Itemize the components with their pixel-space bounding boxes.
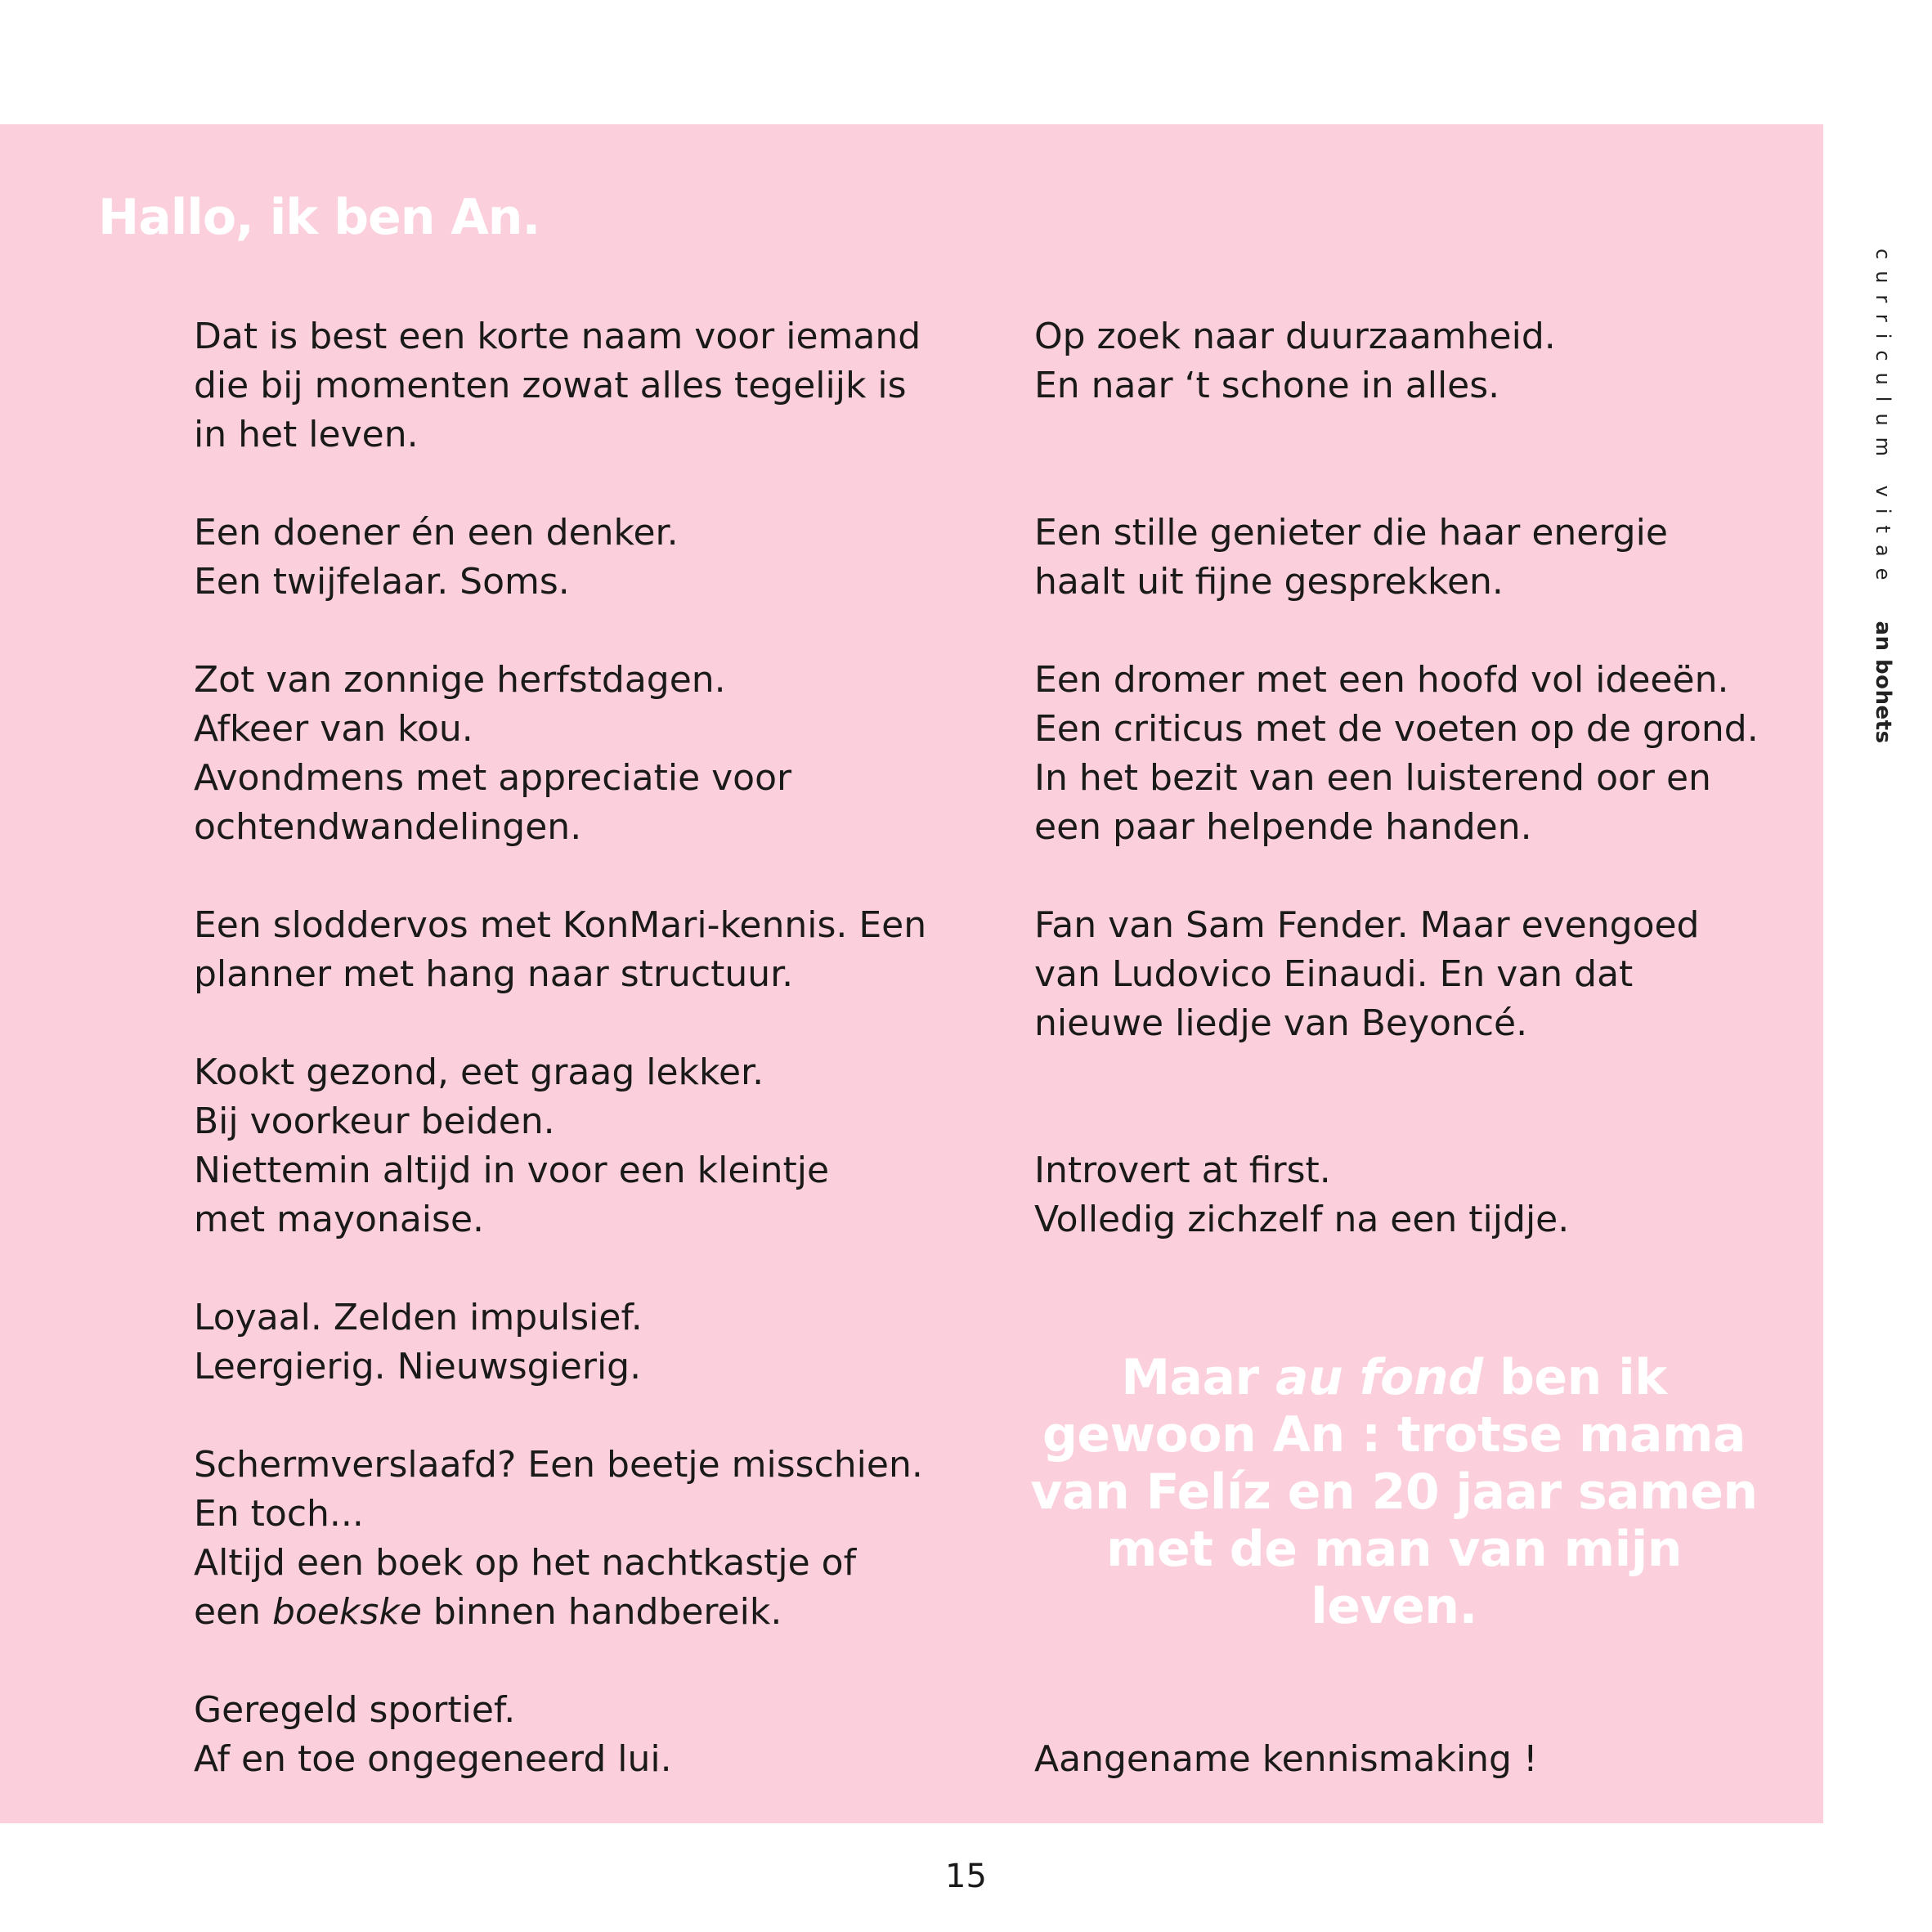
text-line: Loyaal. Zelden impulsief.: [194, 1297, 643, 1338]
text-line: nieuwe liedje van Beyoncé.: [1034, 1002, 1528, 1044]
text-line: Schermverslaafd? Een beetje misschien.: [194, 1444, 923, 1486]
italic-word: boekske: [272, 1591, 422, 1633]
left-paragraph-kookt: [194, 1048, 829, 1244]
text-line: En naar ‘t schone in alles.: [1034, 365, 1500, 406]
right-paragraph-genieter: [1034, 509, 1668, 607]
text-line: van Ludovico Einaudi. En van dat: [1034, 953, 1634, 995]
left-paragraph-doener: [194, 509, 679, 607]
text-line-boekske: [194, 1588, 923, 1637]
text-line: Een sloddervos met KonMari-kennis. Een: [194, 904, 927, 946]
text-line: met mayonaise.: [194, 1199, 485, 1240]
left-paragraph-herfst: [194, 656, 791, 852]
text-line: Aangename kennismaking !: [1034, 1738, 1538, 1780]
text-line: Zot van zonnige herfstdagen.: [194, 659, 726, 701]
quote-line: [1026, 1349, 1762, 1406]
text-line: die bij momenten zowat alles tegelijk is: [194, 365, 907, 406]
text-line: Een dromer met een hoofd vol ideeën.: [1034, 659, 1729, 701]
text-line: haalt uit fijne gesprekken.: [1034, 561, 1504, 603]
text-line: een paar helpende handen.: [1034, 806, 1532, 848]
text-line: Dat is best een korte naam voor iemand: [194, 316, 921, 357]
text-line: Leergierig. Nieuwsgierig.: [194, 1346, 642, 1387]
text-line: Volledig zichzelf na een tijdje.: [1034, 1199, 1570, 1240]
side-label-cv: curriculum vitae: [1871, 249, 1894, 592]
left-paragraph-sloddervos: [194, 901, 926, 999]
text-line: Een stille genieter die haar energie: [1034, 512, 1668, 554]
quote-line: van Felíz en 20 jaar samen: [1030, 1464, 1758, 1521]
quote-line: gewoon An : trotse mama: [1042, 1406, 1746, 1464]
side-label-text: [1871, 249, 1895, 744]
text-line: Avondmens met appreciatie voor: [194, 757, 792, 799]
text-line: Op zoek naar duurzaamheid.: [1034, 316, 1556, 357]
side-label-name: an bohets: [1871, 621, 1895, 744]
text-fragment: binnen handbereik.: [421, 1591, 782, 1633]
text-line: Af en toe ongegeneerd lui.: [194, 1738, 672, 1780]
quote-fragment: Maar: [1121, 1349, 1275, 1406]
page-heading: Hallo, ik ben An.: [98, 189, 540, 246]
left-paragraph-loyaal: [194, 1293, 643, 1392]
text-line: In het bezit van een luisterend oor en: [1034, 757, 1711, 799]
left-paragraph-intro: [194, 312, 921, 459]
text-line: Kookt gezond, eet graag lekker.: [194, 1051, 764, 1093]
quote-line: leven.: [1311, 1578, 1477, 1635]
right-paragraph-dromer: [1034, 656, 1759, 852]
right-paragraph-fan: [1034, 901, 1699, 1048]
quote-fragment: ben ik: [1482, 1349, 1667, 1406]
text-line: ochtendwandelingen.: [194, 806, 582, 848]
right-paragraph-duurzaam: [1034, 312, 1556, 410]
text-line: Een doener én een denker.: [194, 512, 679, 554]
text-line: Afkeer van kou.: [194, 708, 473, 750]
text-line: in het leven.: [194, 414, 419, 455]
highlight-quote: [1026, 1349, 1762, 1635]
text-line: Introvert at first.: [1034, 1150, 1331, 1191]
quote-line: met de man van mijn: [1106, 1521, 1682, 1578]
side-label: [1854, 249, 1903, 788]
text-line: planner met hang naar structuur.: [194, 953, 794, 995]
right-paragraph-introvert: [1034, 1146, 1569, 1244]
text-line: Een twijfelaar. Soms.: [194, 561, 570, 603]
text-line: Fan van Sam Fender. Maar evengoed: [1034, 904, 1700, 946]
text-fragment: een: [194, 1591, 273, 1633]
text-line: Bij voorkeur beiden.: [194, 1100, 555, 1142]
text-line: Niettemin altijd in voor een kleintje: [194, 1150, 830, 1191]
text-line: En toch...: [194, 1493, 364, 1535]
text-line: Altijd een boek op het nachtkastje of: [194, 1542, 857, 1584]
text-line: Een criticus met de voeten op de grond.: [1034, 708, 1759, 750]
left-paragraph-scherm: [194, 1441, 923, 1637]
text-line: Geregeld sportief.: [194, 1689, 516, 1731]
left-paragraph-sportief: [194, 1686, 672, 1784]
right-paragraph-closing: [1034, 1735, 1538, 1784]
page-number: 15: [945, 1858, 987, 1895]
quote-italic: au fond: [1275, 1349, 1483, 1406]
